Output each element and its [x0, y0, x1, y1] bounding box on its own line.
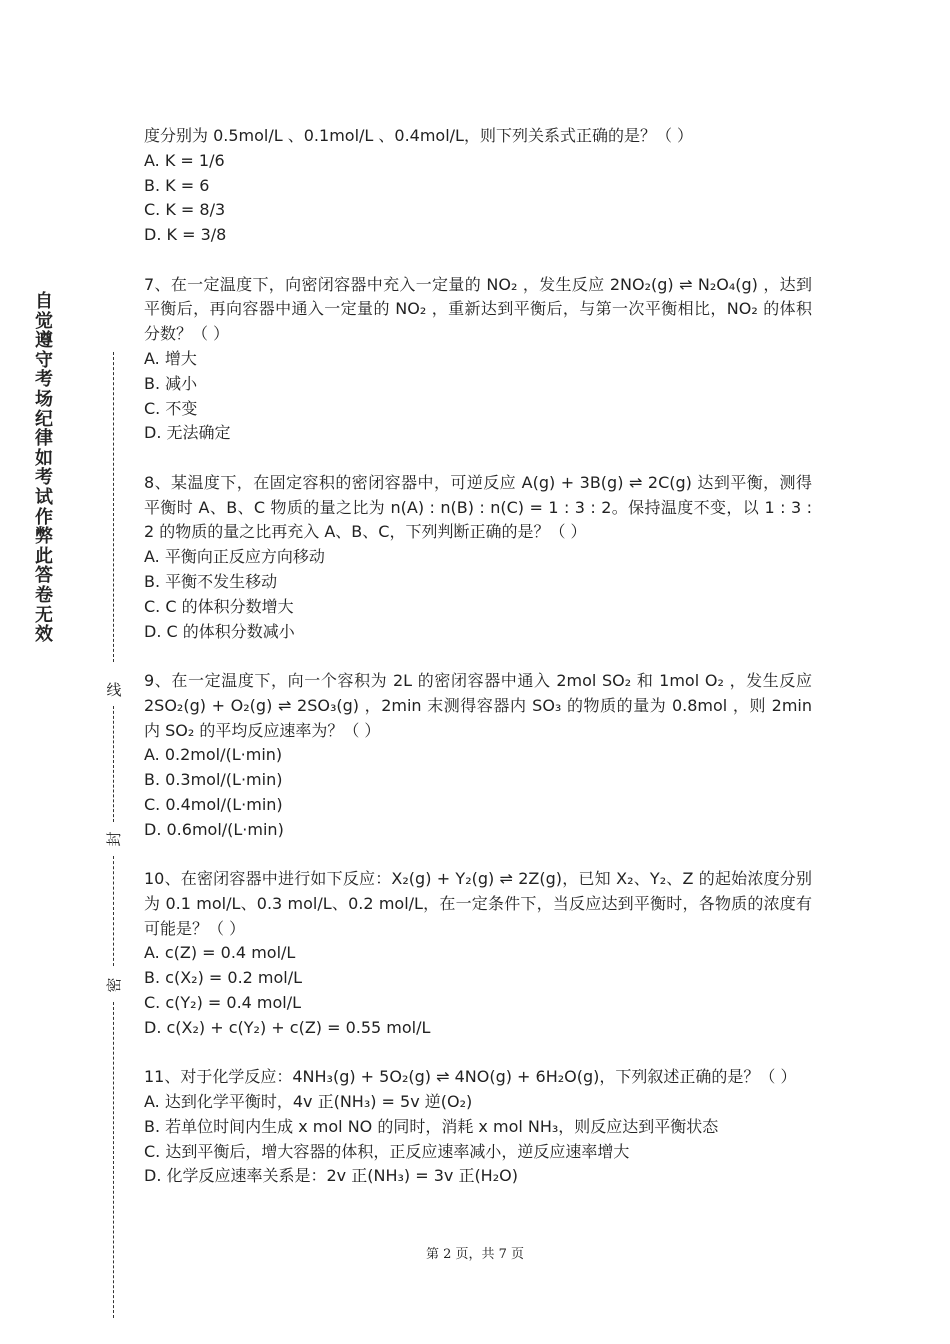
option-d: D. 0.6mol/(L·min) [144, 819, 284, 839]
option-a: A. c(Z) = 0.4 mol/L [144, 943, 296, 963]
question-stem: 8、某温度下，在固定容积的密闭容器中，可逆反应 A(g) + 3B(g) ⇌ 2C(g) 达到平衡，测得平衡时 A、B、C 物质的量之比为 n(A) : n(B) : n(C) = 1 : 3 : 2。保持温度不变，以 1 : 3 : 2 的物质的量之比再充入 A、B、C，下列判断正确的是？（ ） [144, 472, 812, 542]
question-10 [144, 867, 812, 1041]
option-a: A. 增大 [144, 348, 197, 368]
binding-dashed-line-2 [113, 706, 114, 822]
question-stem: 10、在密闭容器中进行如下反应：X₂(g) + Y₂(g) ⇌ 2Z(g)，已知 X₂、Y₂、Z 的起始浓度分别为 0.1 mol/L、0.3 mol/L、0.2 mol/L，在一定条件下，当反应达到平衡时，各物质的浓度有可能是？（ ） [144, 869, 812, 938]
binding-warning-text: 自觉遵守考场纪律如考试作弊此答卷无效 [35, 291, 53, 646]
binding-secret-char: 密 [104, 975, 124, 995]
option-a: A. K = 1/6 [144, 150, 225, 170]
question-stem: 9、在一定温度下，向一个容积为 2L 的密闭容器中通入 2mol SO₂ 和 1mol O₂ ，发生反应 2SO₂(g) + O₂(g) ⇌ 2SO₃(g) ，2min 末测得容器内 SO₃ 的物质的量为 0.8mol ，则 2min 内 SO₂ 的平均反应速率为？（ ） [144, 670, 812, 740]
option-b: B. c(X₂) = 0.2 mol/L [144, 968, 303, 988]
option-b: B. 若单位时间内生成 x mol NO 的同时，消耗 x mol NH₃，则反应达到平衡状态 [144, 1116, 719, 1136]
question-11 [144, 1065, 812, 1189]
option-d: D. 无法确定 [144, 423, 231, 443]
option-b: B. 平衡不发生移动 [144, 571, 278, 591]
option-c: C. C 的体积分数增大 [144, 596, 294, 616]
page-number-footer: 第 2 页，共 7 页 [425, 1247, 525, 1262]
binding-line-char: 线 [104, 680, 124, 700]
option-b: B. 0.3mol/(L·min) [144, 770, 283, 790]
question-6-continued [144, 124, 812, 248]
option-d: D. 化学反应速率关系是：2v 正(NH₃) = 3v 正(H₂O) [144, 1166, 518, 1186]
option-c: C. 0.4mol/(L·min) [144, 794, 283, 814]
question-7 [144, 273, 812, 447]
option-d: D. c(X₂) + c(Y₂) + c(Z) = 0.55 mol/L [144, 1017, 431, 1037]
question-8 [144, 471, 812, 645]
option-c: C. K = 8/3 [144, 200, 226, 220]
option-a: A. 0.2mol/(L·min) [144, 745, 283, 765]
question-9 [144, 669, 812, 843]
option-b: B. K = 6 [144, 175, 210, 195]
binding-seal-char: 封 [104, 829, 124, 849]
binding-dashed-line-1 [113, 352, 114, 662]
option-c: C. 不变 [144, 398, 198, 418]
question-stem: 11、对于化学反应：4NH₃(g) + 5O₂(g) ⇌ 4NO(g) + 6H₂O(g)，下列叙述正确的是？（ ） [144, 1067, 797, 1087]
option-b: B. 减小 [144, 373, 198, 393]
option-a: A. 平衡向正反应方向移动 [144, 547, 325, 567]
option-c: C. 达到平衡后，增大容器的体积，正反应速率减小，逆反应速率增大 [144, 1141, 630, 1161]
option-a: A. 达到化学平衡时，4v 正(NH₃) = 5v 逆(O₂) [144, 1092, 473, 1112]
binding-dashed-line-3 [113, 856, 114, 966]
question-stem: 度分别为 0.5mol/L 、0.1mol/L 、0.4mol/L，则下列关系式正确的是？（ ） [144, 126, 694, 145]
question-stem: 7、在一定温度下，向密闭容器中充入一定量的 NO₂ ，发生反应 2NO₂(g) ⇌ N₂O₄(g) ，达到平衡后，再向容器中通入一定量的 NO₂ ，重新达到平衡后，与第一次平衡相比，NO₂ 的体积分数？（ ） [144, 274, 812, 344]
option-d: D. K = 3/8 [144, 225, 227, 245]
question-list [144, 124, 812, 1214]
option-c: C. c(Y₂) = 0.4 mol/L [144, 993, 302, 1013]
binding-dashed-line-4 [113, 1002, 114, 1318]
option-d: D. C 的体积分数减小 [144, 621, 295, 641]
